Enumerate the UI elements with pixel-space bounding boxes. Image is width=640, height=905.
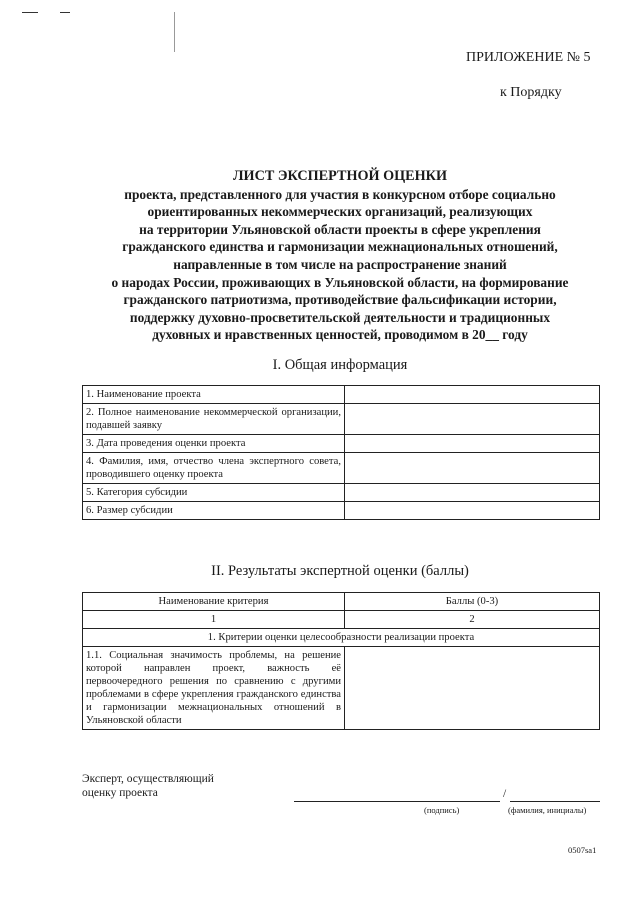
table-header-row	[83, 593, 600, 611]
column-number: 1	[83, 611, 345, 629]
title-line: гражданского единства и гармонизации межнациональных отношений,	[122, 239, 558, 255]
info-label: 2. Полное наименование некоммерческой организации, подавшей заявку	[83, 404, 345, 435]
info-value-field[interactable]	[345, 404, 600, 435]
signature-caption: (подпись)	[424, 805, 460, 815]
table-row	[83, 435, 600, 453]
scan-mark	[22, 12, 38, 13]
info-label: 1. Наименование проекта	[83, 386, 345, 404]
table-row	[83, 629, 600, 647]
score-field[interactable]	[345, 647, 600, 730]
title-line: на территории Ульяновской области проекты в сфере укрепления	[139, 221, 541, 237]
expert-label-line: Эксперт, осуществляющий	[82, 773, 214, 785]
table-row	[83, 502, 600, 520]
title-line: проекта, представленного для участия в конкурсном отборе социально	[124, 186, 556, 202]
title-main: ЛИСТ ЭКСПЕРТНОЙ ОЦЕНКИ	[232, 168, 447, 184]
table-row	[83, 484, 600, 502]
expert-label-line: оценку проекта	[82, 787, 158, 799]
criterion-text: 1.1. Социальная значимость проблемы, на решение которой направлен проект, важность её первоочередного решения по сравнению с другими проблемами в сфере укрепления гражданского единства и гармонизации межнациональных отношений в Ульяновской области	[83, 647, 345, 730]
info-value-field[interactable]	[345, 386, 600, 404]
order-label: к Порядку	[500, 85, 562, 100]
table-row	[83, 647, 600, 730]
info-value-field[interactable]	[345, 502, 600, 520]
column-header-criterion: Наименование критерия	[83, 593, 345, 611]
criteria-table	[82, 592, 600, 730]
title-line: о народах России, проживающих в Ульяновской области, на формирование	[111, 274, 569, 290]
title-line: направленные в том числе на распространение знаний	[173, 256, 507, 272]
title-line: ориентированных некоммерческих организаций, реализующих	[147, 204, 533, 220]
appendix-label: ПРИЛОЖЕНИЕ № 5	[466, 50, 591, 65]
info-value-field[interactable]	[345, 484, 600, 502]
scan-mark	[174, 12, 175, 52]
signature-line[interactable]	[294, 801, 500, 802]
table-row	[83, 611, 600, 629]
column-number: 2	[345, 611, 600, 629]
section1-heading: I. Общая информация	[272, 357, 408, 373]
expert-label	[82, 772, 214, 800]
document-title	[70, 168, 610, 344]
table-row	[83, 386, 600, 404]
info-label: 4. Фамилия, имя, отчество члена экспертного совета, проводившего оценку проекта	[83, 453, 345, 484]
title-line: гражданского патриотизма, противодействие фальсификации истории,	[123, 292, 557, 308]
document-code: 0507sa1	[568, 845, 597, 855]
column-header-score: Баллы (0-3)	[345, 593, 600, 611]
info-value-field[interactable]	[345, 435, 600, 453]
info-label: 5. Категория субсидии	[83, 484, 345, 502]
general-info-table	[82, 385, 600, 520]
info-label: 6. Размер субсидии	[83, 502, 345, 520]
scan-mark	[60, 12, 70, 13]
criteria-group-heading: 1. Критерии оценки целесообразности реализации проекта	[83, 629, 600, 647]
info-label: 3. Дата проведения оценки проекта	[83, 435, 345, 453]
table-row	[83, 404, 600, 435]
info-value-field[interactable]	[345, 453, 600, 484]
signature-separator: /	[503, 788, 507, 800]
title-line: духовных и нравственных ценностей, проводимом в 20__ году	[152, 327, 528, 343]
name-line[interactable]	[510, 801, 600, 802]
section2-heading: II. Результаты экспертной оценки (баллы)	[211, 563, 469, 579]
name-caption: (фамилия, инициалы)	[508, 805, 587, 815]
table-row	[83, 453, 600, 484]
title-line: поддержку духовно-просветительской деятельности и традиционных	[129, 309, 551, 325]
